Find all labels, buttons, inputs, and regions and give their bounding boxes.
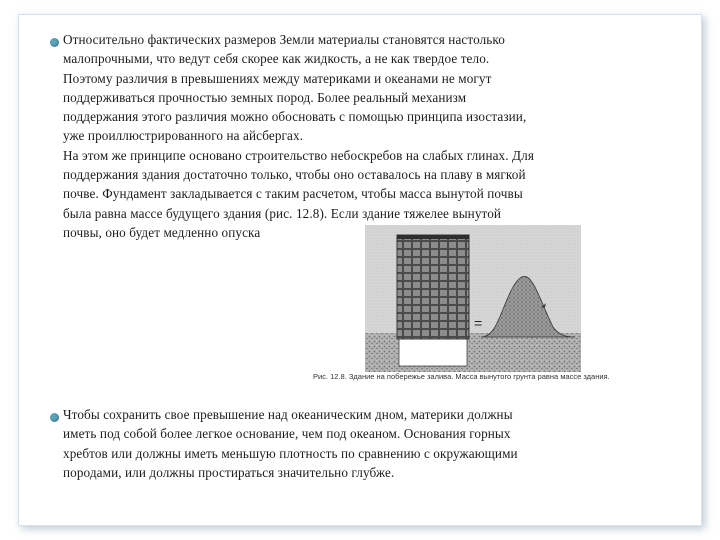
paragraph-1-line: малопрочными, что ведут себя скорее как жидкость, а не как твердое тело. <box>63 51 490 67</box>
excavation-pit <box>399 337 467 366</box>
paragraph-1-line: Относительно фактических размеров Земли материалы становятся настолько <box>63 32 505 47</box>
paragraph-1-line: поддерживаться прочностью земных пород. Более реальный механизм <box>63 89 467 105</box>
paragraph-1-line: поддержания этого различия можно обосновать с помощью принципа изостазии, <box>63 109 527 125</box>
paragraph-2-line: породами, или должны простираться значительно глубже. <box>63 464 395 480</box>
paragraph-1-line: была равна массе будущего здания (рис. 12.8). Если здание тяжелее вынутой <box>63 205 502 221</box>
building <box>397 235 469 339</box>
figure-building-illustration <box>313 225 610 390</box>
paragraph-2-line: иметь под собой более легкое основание, чем под океаном. Основания горных <box>63 426 511 442</box>
equals-sign: = <box>474 315 483 331</box>
paragraph-1-line: уже проиллюстрированного на айсбергах. <box>63 128 304 144</box>
building-roof <box>397 235 469 239</box>
paragraph-2 <box>63 405 678 482</box>
paragraph-2-line: хребтов или должны иметь меньшую плотность по сравнению с окружающими <box>63 445 518 461</box>
bullet-marker-2 <box>50 413 59 422</box>
paragraph-2-line: Чтобы сохранить свое превышение над океаническим дном, материки должны <box>63 407 513 422</box>
paragraph-1-line: почве. Фундамент закладывается с таким расчетом, чтобы масса вынутой почвы <box>63 186 523 202</box>
figure-caption: Рис. 12.8. Здание на побережье залива. Масса вынутого грунта равна массе здания. <box>313 372 610 381</box>
paragraph-1-line: На этом же принципе основано строительство небоскребов на слабых глинах. Для <box>63 147 534 163</box>
paragraph-1-line: почвы, оно будет медленно опуска <box>63 224 261 240</box>
paragraph-1-line: Поэтому различия в превышениях между материками и океанами не могут <box>63 70 492 86</box>
building-isostasy-drawing <box>313 225 581 372</box>
bullet-marker-1 <box>50 38 59 47</box>
paragraph-1-line: поддержания здания достаточно только, чтобы оно оставалось на плаву в мягкой <box>63 167 526 183</box>
paragraph-1 <box>63 30 678 242</box>
